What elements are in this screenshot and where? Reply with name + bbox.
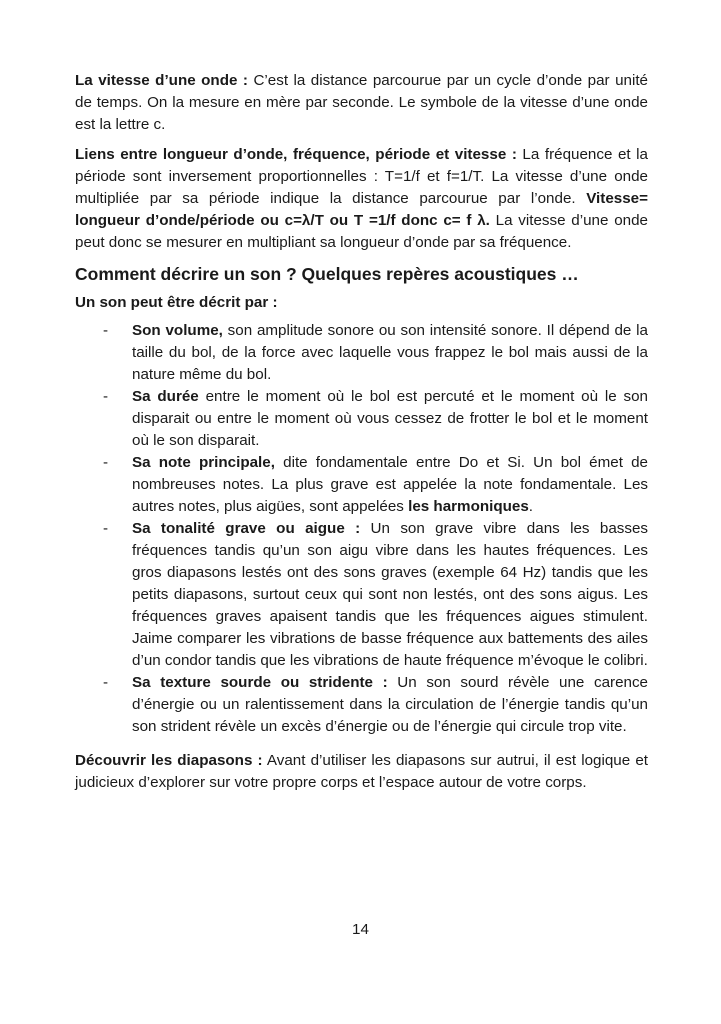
list-item-texture — [75, 672, 648, 738]
item-text: entre le moment où le bol est percuté et le moment où le son disparait ou entre le moment où vous cessez de frotter le bol et le moment où le son disparait. — [132, 388, 649, 449]
item-term: Son volume, — [132, 322, 223, 339]
bullet-dash: - — [103, 454, 109, 471]
item-term: Sa note principale, — [132, 454, 275, 471]
term-diapasons: Découvrir les diapasons : — [75, 752, 263, 769]
text-relations-1: La fréquence et la période sont inversement proportionnelles : T=1/f et f=1/T. La vitesse d’une onde multipliée par sa période indique la distance parcourue par l’onde. — [75, 146, 648, 207]
term-relations: Liens entre longueur d’onde, fréquence, période et vitesse : — [75, 146, 517, 163]
item-term: Sa tonalité grave ou aigue : — [132, 520, 361, 537]
bullet-dash: - — [103, 520, 109, 537]
section-heading: Comment décrire un son ? Quelques repères acoustiques … — [75, 264, 579, 284]
term-wave-speed: La vitesse d’une onde : — [75, 72, 248, 89]
bullet-dash: - — [103, 674, 109, 691]
list-item-main-note — [75, 452, 648, 518]
item-text-end: . — [528, 498, 534, 515]
text-wave-speed: C’est la distance parcourue par un cycle d’onde par unité de temps. On la mesure en mère par seconde. Le symbole de la vitesse d’une onde est la lettre c. — [75, 72, 649, 133]
text-diapasons: Avant d’utiliser les diapasons sur autrui, il est logique et judicieux d’explorer sur votre propre corps et l’espace autour de votre corps. — [75, 752, 648, 791]
item-text: Un son grave vibre dans les basses fréquences tandis qu’un son aigu vibre dans les hautes fréquences. Les gros diapasons lestés ont des sons graves (exemple 64 Hz) tandis que les petits diapasons, surtout ceux qui sont non lestés, ont des sons aigus. Les fréquences graves apaisent tandis que les fréquences aigues stimulent. Jaime comparer les vibrations de basse fréquence aux battements des ailes d’un condor tandis que les vibrations de haute fréquence m’évoque le colibri. — [132, 520, 648, 669]
text-relations-2: La vitesse d’une onde peut donc se mesurer en multipliant sa longueur d’onde par sa fréquence. — [75, 212, 648, 251]
bullet-dash: - — [103, 388, 109, 405]
formula-speed: Vitesse= longueur d’onde/période ou c=λ/T ou T =1/f donc c= f λ. — [75, 190, 648, 229]
paragraph-relations — [75, 144, 648, 254]
sub-heading: Un son peut être décrit par : — [75, 294, 278, 311]
item-text: dite fondamentale entre Do et Si. Un bol émet de nombreuses notes. La plus grave est appelée la note fondamentale. Les autres notes, plus aigües, sont appelées — [132, 454, 648, 515]
item-text: son amplitude sonore ou son intensité sonore. Il dépend de la taille du bol, de la force avec laquelle vous frappez le bol mais aussi de la nature même du bol. — [132, 322, 648, 383]
list-item-volume — [75, 320, 648, 386]
item-term: Sa texture sourde ou stridente : — [132, 674, 388, 691]
item-term-harmonics: les harmoniques — [408, 498, 529, 515]
list-item-duration — [75, 386, 648, 452]
paragraph-diapasons — [75, 750, 648, 794]
item-text: Un son sourd révèle une carence d’énergie ou un ralentissement dans la circulation de l’énergie tandis qu’un son strident révèle un excès d’énergie ou de l’énergie qui circule trop vite. — [132, 674, 649, 735]
item-term: Sa durée — [132, 388, 199, 405]
bullet-dash: - — [103, 322, 109, 339]
page-number: 14 — [352, 921, 369, 938]
paragraph-wave-speed — [75, 70, 648, 136]
sound-description-list — [75, 320, 648, 738]
page-body — [75, 70, 648, 802]
list-item-tonality — [75, 518, 648, 672]
